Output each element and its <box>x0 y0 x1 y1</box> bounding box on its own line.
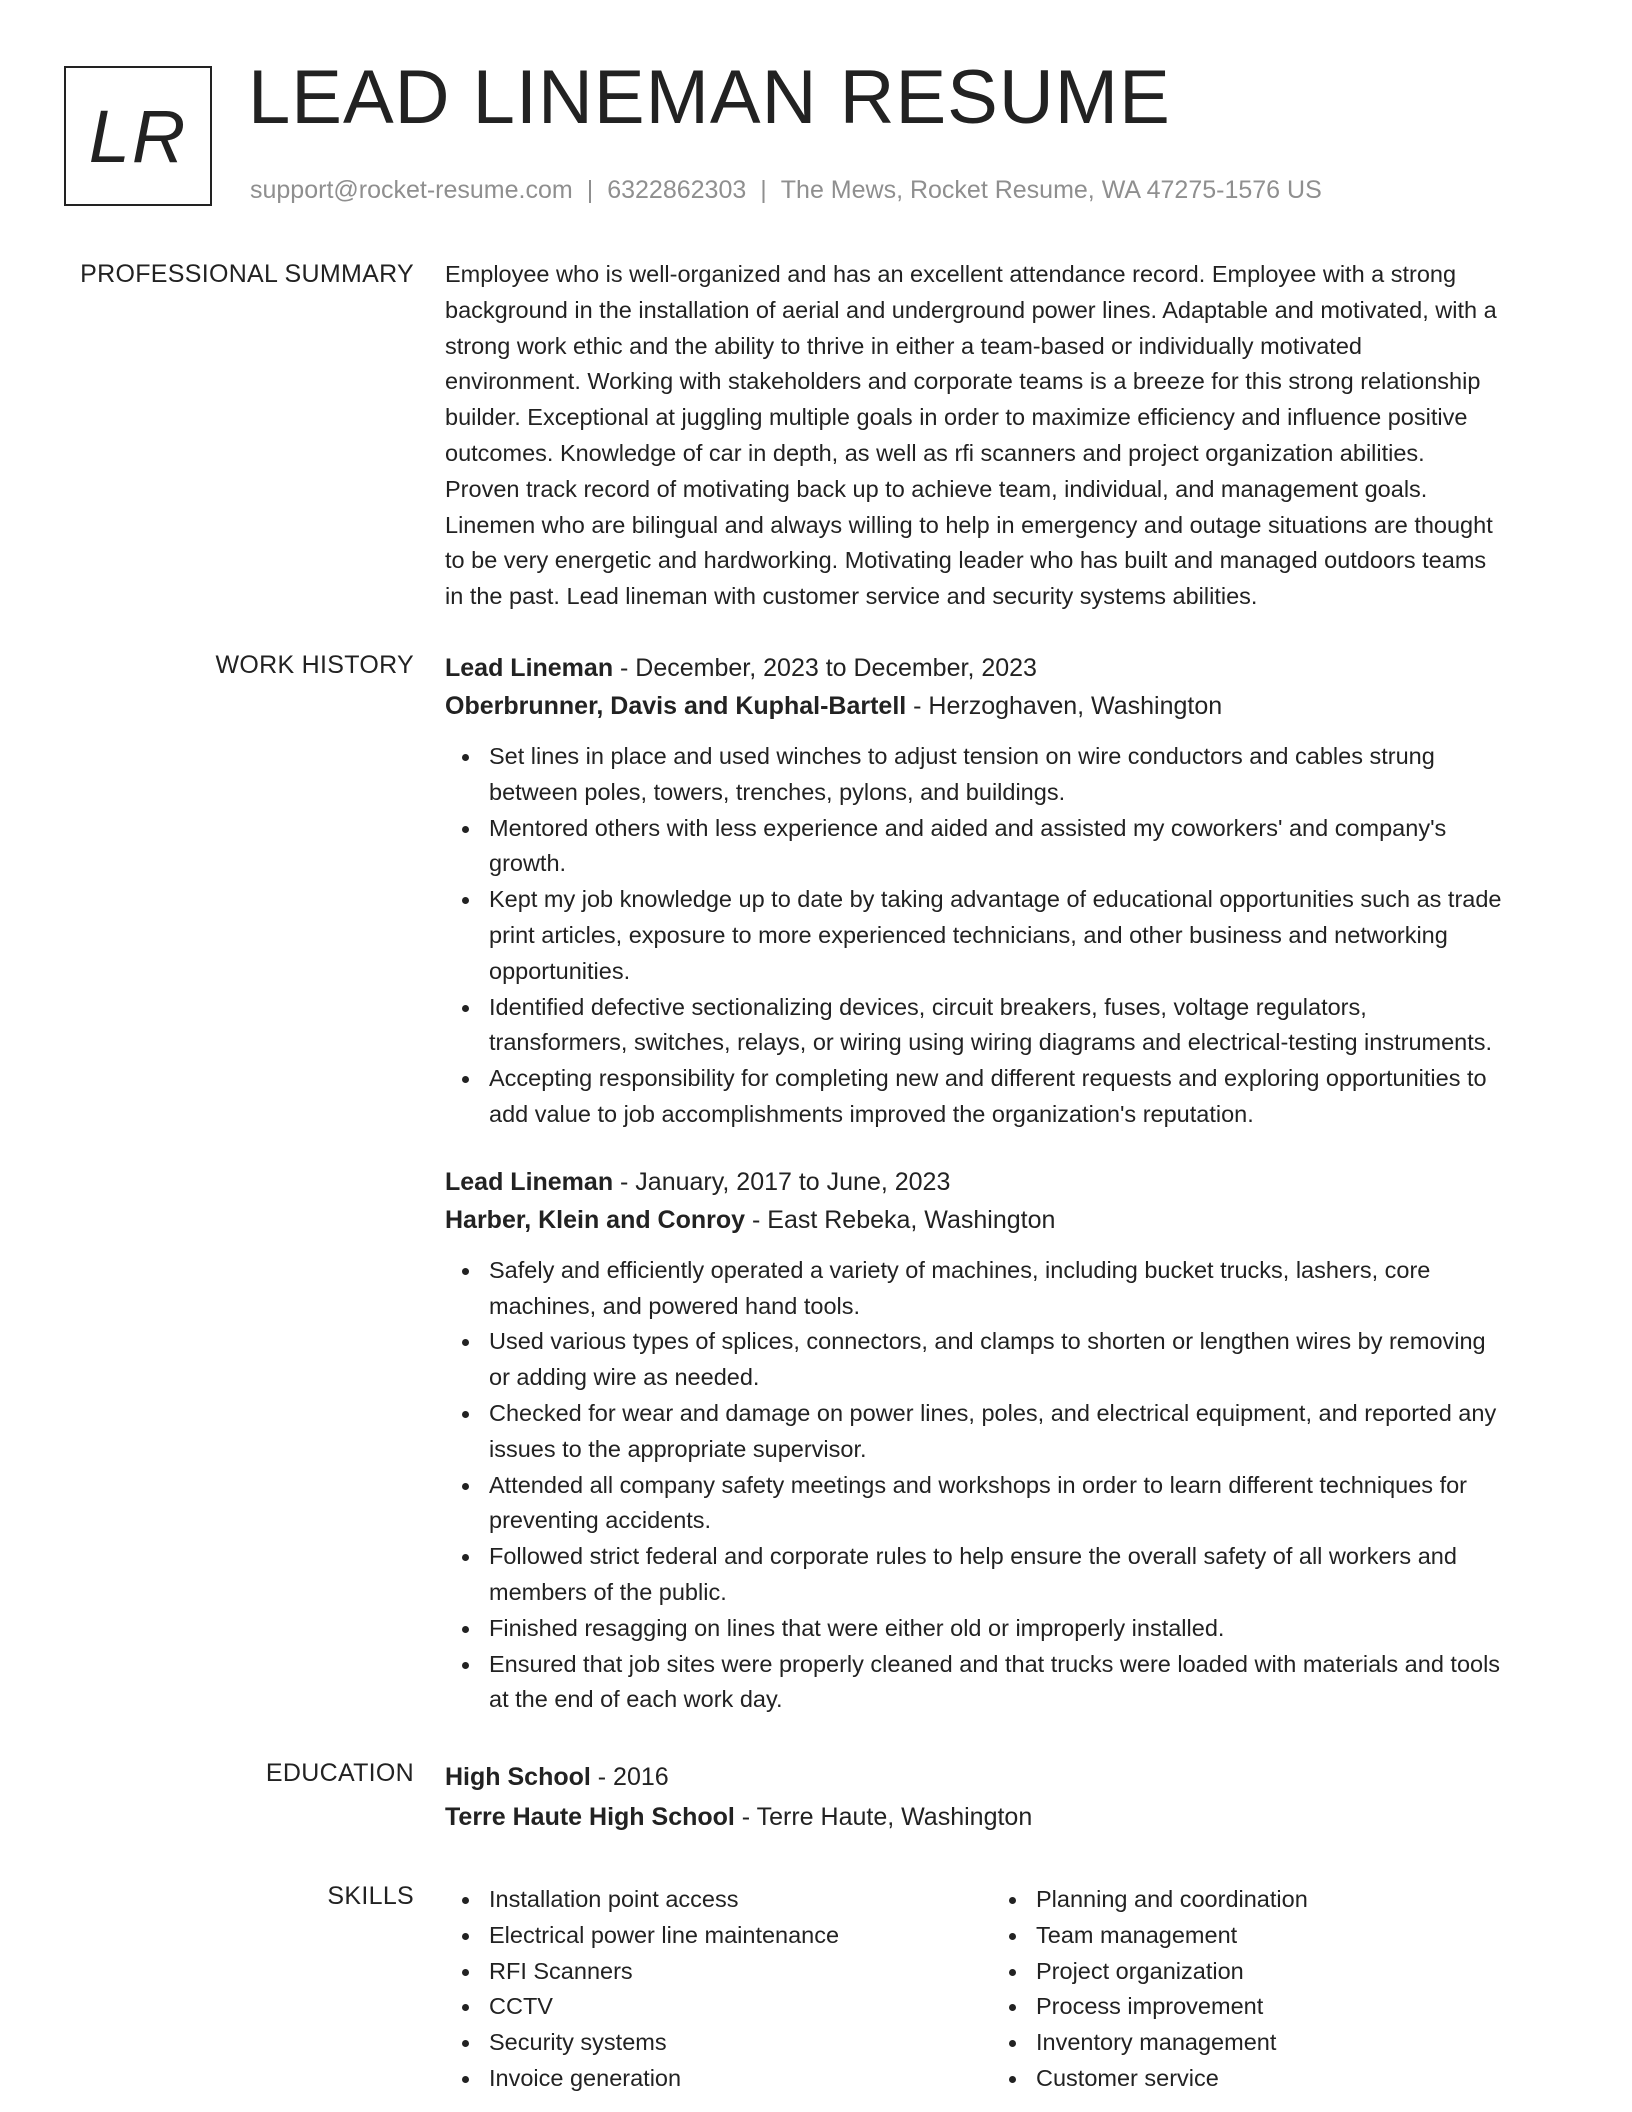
skill-item: Invoice generation <box>489 2061 992 2097</box>
job-location: - Herzoghaven, Washington <box>906 692 1223 720</box>
job-duty-line: opportunities. <box>489 957 631 984</box>
job-dates: - December, 2023 to December, 2023 <box>613 654 1037 682</box>
job-duty-line: add value to job accomplishments improved the organization's reputation. <box>489 1100 1254 1127</box>
job-duty <box>489 1539 1560 1611</box>
summary-line: in the past. Lead lineman with customer service and security systems abilities. <box>445 583 1258 610</box>
job-title-line <box>445 649 1560 687</box>
job-duty-line: or adding wire as needed. <box>489 1364 760 1391</box>
skills-list <box>445 1882 992 2097</box>
job-duty-line: Checked for wear and damage on power lines, poles, and electrical equipment, and reported any <box>489 1399 1497 1426</box>
job-duty <box>489 1468 1560 1540</box>
contact-separator: | <box>586 176 594 204</box>
monogram-logo <box>64 66 212 206</box>
summary-line: strong work ethic and the ability to thrive in either a team-based or individually motivated <box>445 332 1362 359</box>
summary-text <box>445 257 1560 615</box>
job-title-line <box>445 1163 1560 1201</box>
resume-title: LEAD LINEMAN RESUME <box>248 55 1171 140</box>
summary-body <box>445 257 1560 615</box>
skill-item: Electrical power line maintenance <box>489 1918 992 1954</box>
job-duty-line: preventing accidents. <box>489 1507 712 1534</box>
job-dates: - January, 2017 to June, 2023 <box>613 1167 951 1196</box>
education-heading: EDUCATION <box>265 1759 414 1787</box>
skill-item: Planning and coordination <box>1036 1882 1539 1918</box>
contact-address: The Mews, Rocket Resume, WA 47275-1576 US <box>780 176 1322 204</box>
contact-separator: | <box>760 176 767 204</box>
job-duty-line: members of the public. <box>489 1578 727 1605</box>
summary-line: Employee who is well-organized and has an excellent attendance record. Employee with a strong <box>445 261 1457 287</box>
job-duty-line: print articles, exposure to more experienced technicians, and other business and networking <box>489 921 1448 948</box>
education-school: Terre Haute High School <box>445 1803 735 1831</box>
education-degree-line <box>445 1757 1560 1797</box>
job-duty-line: Identified defective sectionalizing devices, circuit breakers, fuses, voltage regulators, <box>489 993 1367 1020</box>
job-duty-line: growth. <box>489 850 567 877</box>
job-duty <box>489 1611 1560 1647</box>
skills-heading: SKILLS <box>327 1882 414 1910</box>
skill-item: CCTV <box>489 1989 992 2025</box>
job-duties-list <box>445 739 1560 1133</box>
job-company-line <box>445 1201 1560 1239</box>
job-duty-line: issues to the appropriate supervisor. <box>489 1435 867 1462</box>
summary-heading: PROFESSIONAL SUMMARY <box>80 260 414 288</box>
contact-email[interactable]: support@rocket-resume.com <box>250 176 573 204</box>
job-duty <box>489 1647 1560 1719</box>
job-company: Oberbrunner, Davis and Kuphal-Bartell <box>445 692 907 720</box>
job-duty <box>489 739 1560 811</box>
skill-item: Customer service <box>1036 2061 1539 2097</box>
summary-line: Proven track record of motivating back up to achieve team, individual, and management goals. <box>445 475 1428 502</box>
work-history-heading: WORK HISTORY <box>215 651 414 679</box>
education-body <box>445 1757 1560 1837</box>
job-duty-line: Ensured that job sites were properly cleaned and that trucks were loaded with materials and tools <box>489 1650 1501 1677</box>
job-duty-line: Set lines in place and used winches to adjust tension on wire conductors and cables strung <box>489 743 1435 769</box>
job-duty-line: between poles, towers, trenches, pylons, and buildings. <box>489 778 1066 805</box>
skill-item: RFI Scanners <box>489 1954 992 1990</box>
job-duty-line: Finished resagging on lines that were either old or improperly installed. <box>489 1614 1225 1641</box>
job-location: - East Rebeka, Washington <box>745 1205 1056 1234</box>
skills-column-right <box>992 1882 1539 2097</box>
contact-line <box>250 176 1322 205</box>
job-duty <box>489 990 1560 1062</box>
job-title: Lead Lineman <box>445 654 614 682</box>
summary-line: to be very energetic and hardworking. Motivating leader who has built and managed outdoors teams <box>445 547 1487 574</box>
job-duty-line: Used various types of splices, connectors, and clamps to shorten or lengthen wires by removing <box>489 1328 1486 1355</box>
skill-item: Process improvement <box>1036 1989 1539 2025</box>
skill-item: Team management <box>1036 1918 1539 1954</box>
job-duty-line: machines, and powered hand tools. <box>489 1292 861 1319</box>
job-duty <box>489 1061 1560 1133</box>
summary-line: environment. Working with stakeholders and corporate teams is a breeze for this strong relationship <box>445 368 1481 395</box>
education-location: - Terre Haute, Washington <box>734 1803 1033 1831</box>
summary-line: builder. Exceptional at juggling multiple goals in order to maximize efficiency and influence positive <box>445 404 1468 431</box>
job-company-line <box>445 687 1560 725</box>
job-duty <box>489 882 1560 989</box>
job-company: Harber, Klein and Conroy <box>445 1205 746 1234</box>
job-duty-line: Kept my job knowledge up to date by taking advantage of educational opportunities such as trade <box>489 886 1502 913</box>
summary-line: outcomes. Knowledge of car in depth, as well as rfi scanners and project organization abilities. <box>445 439 1425 466</box>
skill-item: Installation point access <box>489 1882 992 1918</box>
job-entry <box>445 649 1560 1133</box>
monogram-initials: LR <box>88 94 188 178</box>
skill-item: Project organization <box>1036 1954 1539 1990</box>
job-duty <box>489 1253 1560 1325</box>
summary-line: Linemen who are bilingual and always willing to help in emergency and outage situations are thought <box>445 511 1493 538</box>
skills-list <box>992 1882 1539 2097</box>
job-duty-line: at the end of each work day. <box>489 1686 783 1713</box>
job-duties-list <box>445 1253 1560 1718</box>
summary-line: background in the installation of aerial and underground power lines. Adaptable and motivated, with a <box>445 296 1497 323</box>
job-duty-line: Safely and efficiently operated a variety of machines, including bucket trucks, lashers, core <box>489 1256 1431 1283</box>
job-duty-line: Followed strict federal and corporate rules to help ensure the overall safety of all workers and <box>489 1543 1457 1570</box>
skills-column-left <box>445 1882 992 2097</box>
job-duty-line: transformers, switches, relays, or wiring using wiring diagrams and electrical-testing instruments. <box>489 1029 1493 1056</box>
work-history-body <box>445 649 1560 1718</box>
job-duty-line: Attended all company safety meetings and workshops in order to learn different techniques for <box>489 1471 1467 1498</box>
skills-body <box>445 1882 1560 2097</box>
contact-phone[interactable]: 6322862303 <box>607 176 747 204</box>
job-duty-line: Mentored others with less experience and aided and assisted my coworkers' and company's <box>489 814 1447 841</box>
skill-item: Security systems <box>489 2025 992 2061</box>
job-entry <box>445 1163 1560 1718</box>
education-school-line <box>445 1797 1560 1837</box>
job-duty <box>489 1396 1560 1468</box>
job-duty <box>489 811 1560 883</box>
education-year: - 2016 <box>590 1763 669 1791</box>
education-degree: High School <box>445 1763 591 1791</box>
job-title: Lead Lineman <box>445 1167 614 1196</box>
job-duty <box>489 1324 1560 1396</box>
skill-item: Inventory management <box>1036 2025 1539 2061</box>
job-duty-line: Accepting responsibility for completing new and different requests and exploring opportunities to <box>489 1065 1487 1092</box>
